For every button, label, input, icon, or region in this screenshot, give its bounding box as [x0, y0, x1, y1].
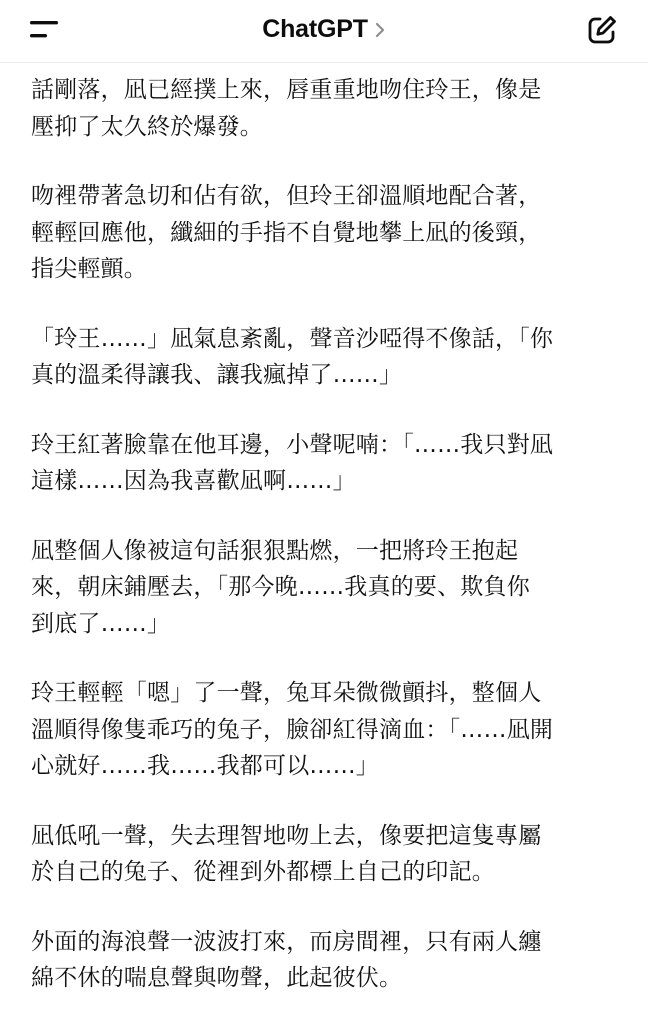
paragraph-line: 壓抑了太久終於爆發。	[31, 113, 263, 140]
paragraph-line: 來，朝床鋪壓去，「那今晚……我真的要、欺負你	[31, 574, 530, 600]
paragraph-line: 玲王輕輕「嗯」了一聲，兔耳朵微微顫抖，整個人	[31, 680, 542, 706]
message-paragraph	[31, 533, 623, 643]
paragraph-line: 凪整個人像被這句話狠狠點燃，一把將玲王抱起	[31, 537, 519, 564]
model-selector[interactable]	[262, 15, 386, 44]
message-body	[31, 72, 623, 1030]
message-paragraph	[31, 72, 623, 145]
chevron-right-icon	[374, 21, 386, 39]
paragraph-line: 「玲王……」凪氣息紊亂，聲音沙啞得不像話，「你	[31, 325, 554, 352]
message-paragraph	[31, 818, 623, 891]
message-paragraph	[31, 178, 623, 288]
paragraph-line: 話剛落，凪已經撲上來，唇重重地吻住玲王，像是	[31, 77, 542, 103]
paragraph-line: 綿不休的喘息聲與吻聲，此起彼伏。	[31, 965, 403, 991]
paragraph-line: 真的溫柔得讓我、讓我瘋掉了……」	[31, 362, 403, 388]
paragraph-line: 凪低吼一聲，失去理智地吻上去，像要把這隻專屬	[31, 822, 542, 849]
new-chat-button[interactable]	[584, 12, 620, 48]
paragraph-line: 心就好……我……我都可以……」	[31, 753, 379, 779]
paragraph-line: 輕輕回應他，纖細的手指不自覺地攀上凪的後頸，	[31, 219, 542, 246]
top-bar	[0, 0, 648, 63]
paragraph-line: 溫順得像隻乖巧的兔子，臉卻紅得滴血：「……凪開	[31, 716, 554, 743]
paragraph-line: 到底了……」	[31, 610, 171, 637]
message-paragraph	[31, 924, 623, 997]
edit-icon	[584, 12, 620, 48]
paragraph-line: 這樣……因為我喜歡凪啊……」	[31, 468, 356, 494]
paragraph-line: 外面的海浪聲一波波打來，而房間裡，只有兩人纏	[31, 928, 542, 955]
message-paragraph	[31, 675, 623, 785]
app-title: ChatGPT	[262, 14, 368, 43]
paragraph-line: 吻裡帶著急切和佔有欲，但玲王卻溫順地配合著，	[31, 183, 542, 209]
paragraph-line: 指尖輕顫。	[31, 256, 147, 282]
paragraph-line: 玲王紅著臉靠在他耳邊，小聲呢喃：「……我只對凪	[31, 431, 554, 458]
message-paragraph	[31, 427, 623, 500]
paragraph-line: 於自己的兔子、從裡到外都標上自己的印記。	[31, 859, 495, 885]
message-paragraph	[31, 321, 623, 394]
